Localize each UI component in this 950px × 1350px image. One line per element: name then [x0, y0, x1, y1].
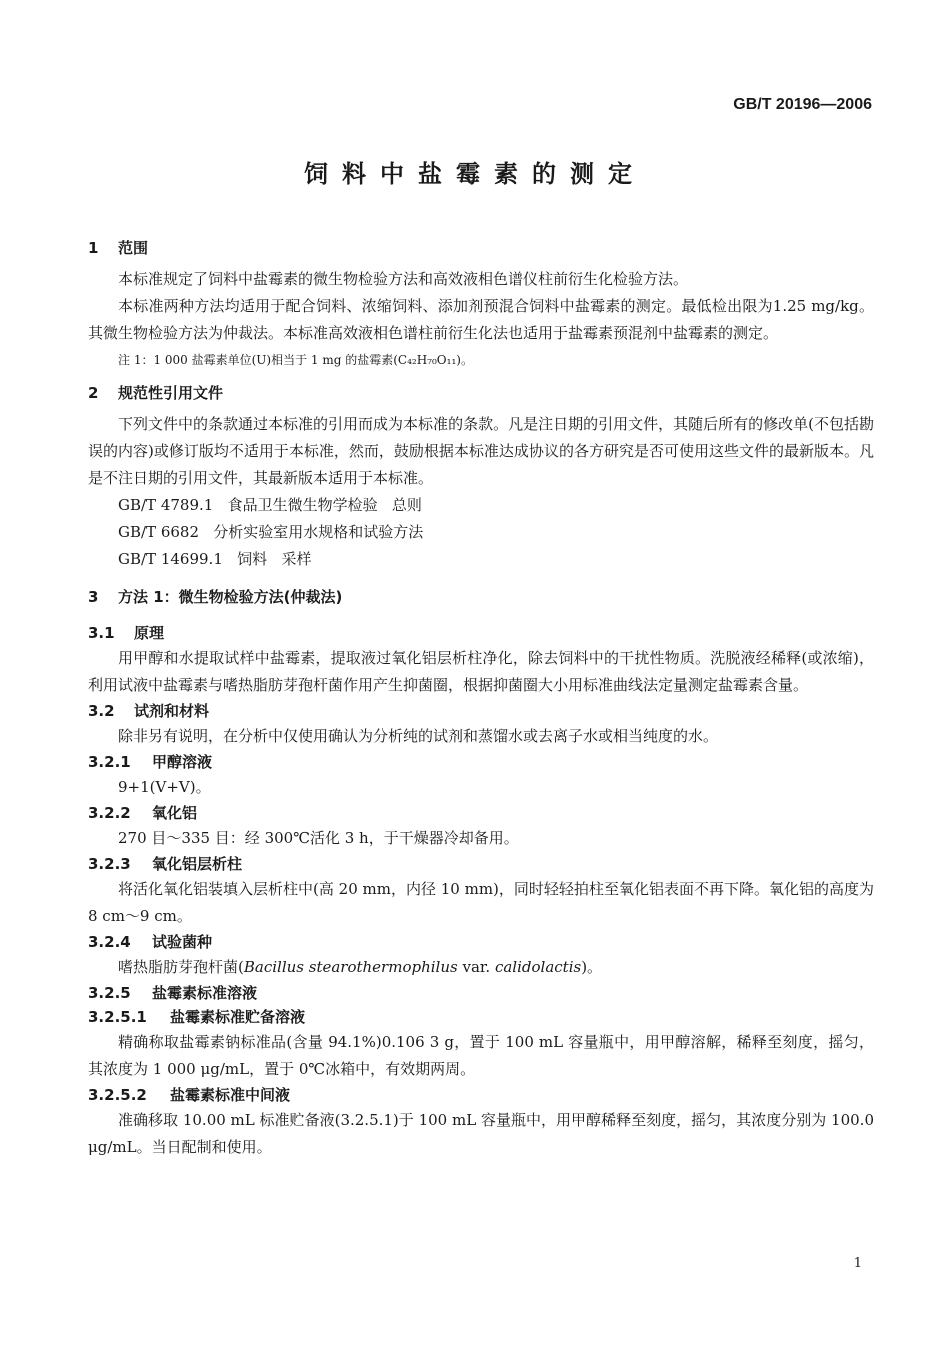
subsection-heading	[88, 1005, 874, 1029]
section-title: 盐霉素标准中间液	[170, 1086, 291, 1104]
subsection-heading	[88, 750, 874, 774]
subsection-heading	[88, 852, 874, 876]
section-title: 氧化铝层析柱	[152, 855, 243, 873]
paragraph: 除非另有说明，在分析中仅使用确认为分析纯的试剂和蒸馏水或去离子水或相当纯度的水。	[118, 727, 719, 745]
subsection-heading	[88, 1083, 874, 1107]
section-number: 3.2.1	[88, 753, 131, 771]
section-number: 3.2.2	[88, 804, 131, 822]
section-title: 盐霉素标准溶液	[152, 984, 258, 1002]
note: 注 1：1 000 盐霉素单位(U)相当于 1 mg 的盐霉素(C₄₂H₇₀O₁₁)。	[118, 353, 473, 367]
section-3-heading	[88, 585, 874, 609]
section-number: 3	[88, 588, 99, 606]
paragraph: 用甲醇和水提取试样中盐霉素，提取液过氧化铝层析柱净化，除去饲料中的干扰性物质。洗脱液经稀释(或浓缩)，利用试液中盐霉素与嗜热脂肪芽孢杆菌作用产生抑菌圈，根据抑菌圈大小用标准曲线法定量测定盐霉素含量。	[88, 649, 874, 694]
paragraph	[88, 954, 874, 981]
subsection-heading	[88, 801, 874, 825]
subsection-heading	[88, 699, 874, 723]
text-run: )。	[581, 958, 603, 976]
text-run: var.	[457, 958, 495, 976]
section-number: 3.2	[88, 702, 115, 720]
section-title: 范围	[118, 239, 149, 257]
reference-item: GB/T 4789.1 食品卫生微生物学检验 总则	[118, 496, 422, 514]
section-title: 氧化铝	[152, 804, 198, 822]
section-title: 甲醇溶液	[152, 753, 213, 771]
reference-item: GB/T 14699.1 饲料 采样	[118, 550, 312, 568]
section-number: 2	[88, 384, 99, 402]
section-number: 3.2.5.1	[88, 1008, 147, 1026]
section-title: 盐霉素标准贮备溶液	[170, 1008, 306, 1026]
section-title: 规范性引用文件	[118, 384, 224, 402]
paragraph: 准确移取 10.00 mL 标准贮备液(3.2.5.1)于 100 mL 容量瓶中，用甲醇稀释至刻度，摇匀，其浓度分别为 100.0 μg/mL。当日配制和使用。	[88, 1111, 874, 1156]
section-number: 3.2.4	[88, 933, 131, 951]
text-run: 嗜热脂肪芽孢杆菌(	[118, 958, 244, 976]
section-number: 3.2.5.2	[88, 1086, 147, 1104]
latin-name: Bacillus stearothermophilus	[243, 958, 458, 976]
section-number: 1	[88, 239, 99, 257]
section-title: 原理	[134, 624, 165, 642]
subsection-heading	[88, 621, 874, 645]
subsection-heading	[88, 930, 874, 954]
document-body	[88, 236, 874, 1161]
subsection-heading	[88, 981, 874, 1005]
paragraph: 将活化氧化铝装填入层析柱中(高 20 mm，内径 10 mm)，同时轻轻拍柱至氧化铝表面不再下降。氧化铝的高度为 8 cm～9 cm。	[88, 880, 874, 925]
reference-item: GB/T 6682 分析实验室用水规格和试验方法	[118, 523, 424, 541]
standard-code: GB/T 20196—2006	[733, 96, 872, 113]
page-number: 1	[853, 1256, 862, 1271]
paragraph: 精确称取盐霉素钠标准品(含量 94.1%)0.106 3 g，置于 100 mL 容量瓶中，用甲醇溶解，稀释至刻度，摇匀，其浓度为 1 000 μg/mL，置于 0℃冰箱中，有效期两周。	[88, 1033, 874, 1078]
paragraph: 本标准规定了饲料中盐霉素的微生物检验方法和高效液相色谱仪柱前衍生化检验方法。	[118, 270, 689, 288]
latin-name: calidolactis	[494, 958, 582, 976]
paragraph: 本标准两种方法均适用于配合饲料、浓缩饲料、添加剂预混合饲料中盐霉素的测定。最低检出限为1.25 mg/kg。其微生物检验方法为仲裁法。本标准高效液相色谱柱前衍生化法也适用于盐霉素预混剂中盐霉素的测定。	[88, 297, 874, 342]
section-number: 3.2.5	[88, 984, 131, 1002]
paragraph: 270 目～335 目：经 300℃活化 3 h，于干燥器冷却备用。	[118, 829, 519, 847]
section-number: 3.1	[88, 624, 115, 642]
section-title: 试剂和材料	[134, 702, 210, 720]
paragraph: 下列文件中的条款通过本标准的引用而成为本标准的条款。凡是注日期的引用文件，其随后所有的修改单(不包括勘误的内容)或修订版均不适用于本标准，然而，鼓励根据本标准达成协议的各方研究是否可使用这些文件的最新版本。凡是不注日期的引用文件，其最新版本适用于本标准。	[88, 415, 874, 487]
document-title: 饲料中盐霉素的测定	[304, 160, 646, 188]
section-title: 试验菌种	[152, 933, 213, 951]
section-1-heading	[88, 236, 874, 260]
paragraph: 9+1(V+V)。	[118, 778, 211, 796]
section-number: 3.2.3	[88, 855, 131, 873]
section-title: 方法 1：微生物检验方法(仲裁法)	[118, 588, 343, 606]
section-2-heading	[88, 381, 874, 405]
